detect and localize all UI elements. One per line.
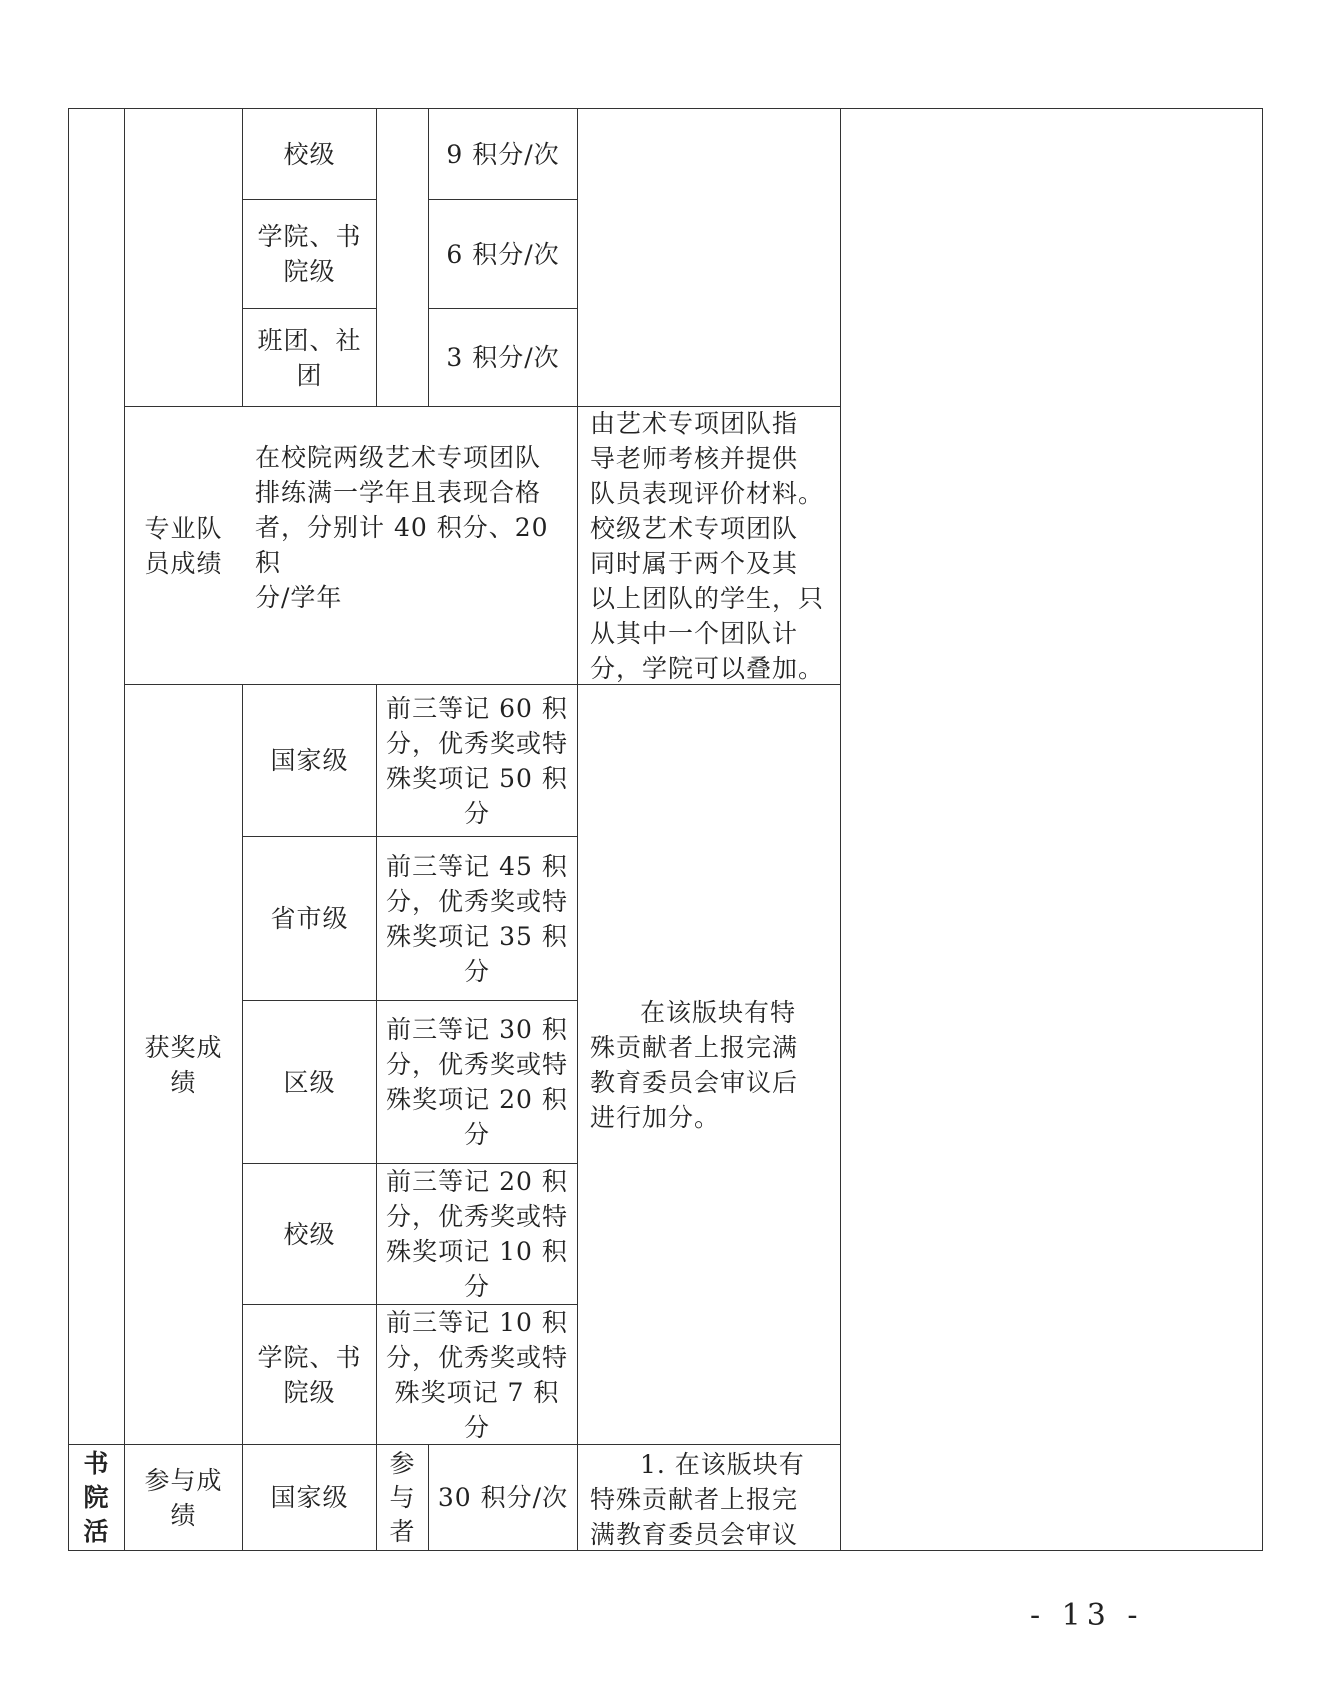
award-points-cell: 前三等记 60 积 分，优秀奖或特 殊奖项记 50 积 分	[385, 693, 568, 828]
points-cell: 6 积分/次	[446, 239, 560, 269]
note-cell: 1. 在该版块有 特殊贡献者上报完 满教育委员会审议	[590, 1450, 805, 1549]
note-cell: 在该版块有特 殊贡献者上报完满 教育委员会审议后 进行加分。	[590, 997, 799, 1132]
page-number: - 13 -	[1030, 1598, 1144, 1633]
level-cell: 国家级	[270, 1483, 349, 1512]
column-divider	[376, 108, 377, 406]
category-cell: 参与成 绩	[144, 1465, 223, 1530]
role-cell: 参 与 者	[389, 1448, 416, 1546]
column-divider	[840, 108, 841, 1551]
section-cell: 书 院 活	[83, 1448, 110, 1546]
award-points-cell: 前三等记 30 积 分，优秀奖或特 殊奖项记 20 积 分	[385, 1015, 568, 1149]
award-level-cell: 省市级	[270, 904, 349, 933]
level-cell: 校级	[283, 139, 336, 169]
award-points-cell: 前三等记 20 积 分，优秀奖或特 殊奖项记 10 积 分	[385, 1167, 568, 1301]
table-right-border	[1262, 108, 1263, 1551]
points-cell: 3 积分/次	[446, 343, 560, 372]
level-cell: 班团、社 团	[257, 325, 362, 390]
column-divider	[68, 108, 69, 1551]
award-level-cell: 国家级	[270, 746, 349, 775]
points-cell: 9 积分/次	[446, 139, 560, 169]
points-cell: 30 积分/次	[437, 1483, 569, 1512]
award-level-cell: 学院、书 院级	[257, 1342, 362, 1407]
level-cell: 学院、书 院级	[257, 222, 362, 286]
column-divider	[577, 108, 578, 1551]
award-level-cell: 校级	[283, 1219, 336, 1249]
note-cell: 由艺术专项团队指 导老师考核并提供 队员表现评价材料。 校级艺术专项团队 同时属于两个及其 以上团队的学生，只 从其中一个团队计 分，学院可以叠加。	[590, 408, 825, 683]
award-points-cell: 前三等记 10 积 分，优秀奖或特 殊奖项记 7 积 分	[385, 1307, 568, 1442]
criteria-cell: 在校院两级艺术专项团队 排练满一学年且表现合格 者，分别计 40 积分、20 积 分/学年	[255, 443, 549, 612]
category-cell: 专业队 员成绩	[144, 513, 223, 578]
category-cell: 获奖成 绩	[144, 1032, 223, 1097]
award-level-cell: 区级	[283, 1067, 336, 1097]
award-points-cell: 前三等记 45 积 分，优秀奖或特 殊奖项记 35 积 分	[385, 851, 568, 986]
